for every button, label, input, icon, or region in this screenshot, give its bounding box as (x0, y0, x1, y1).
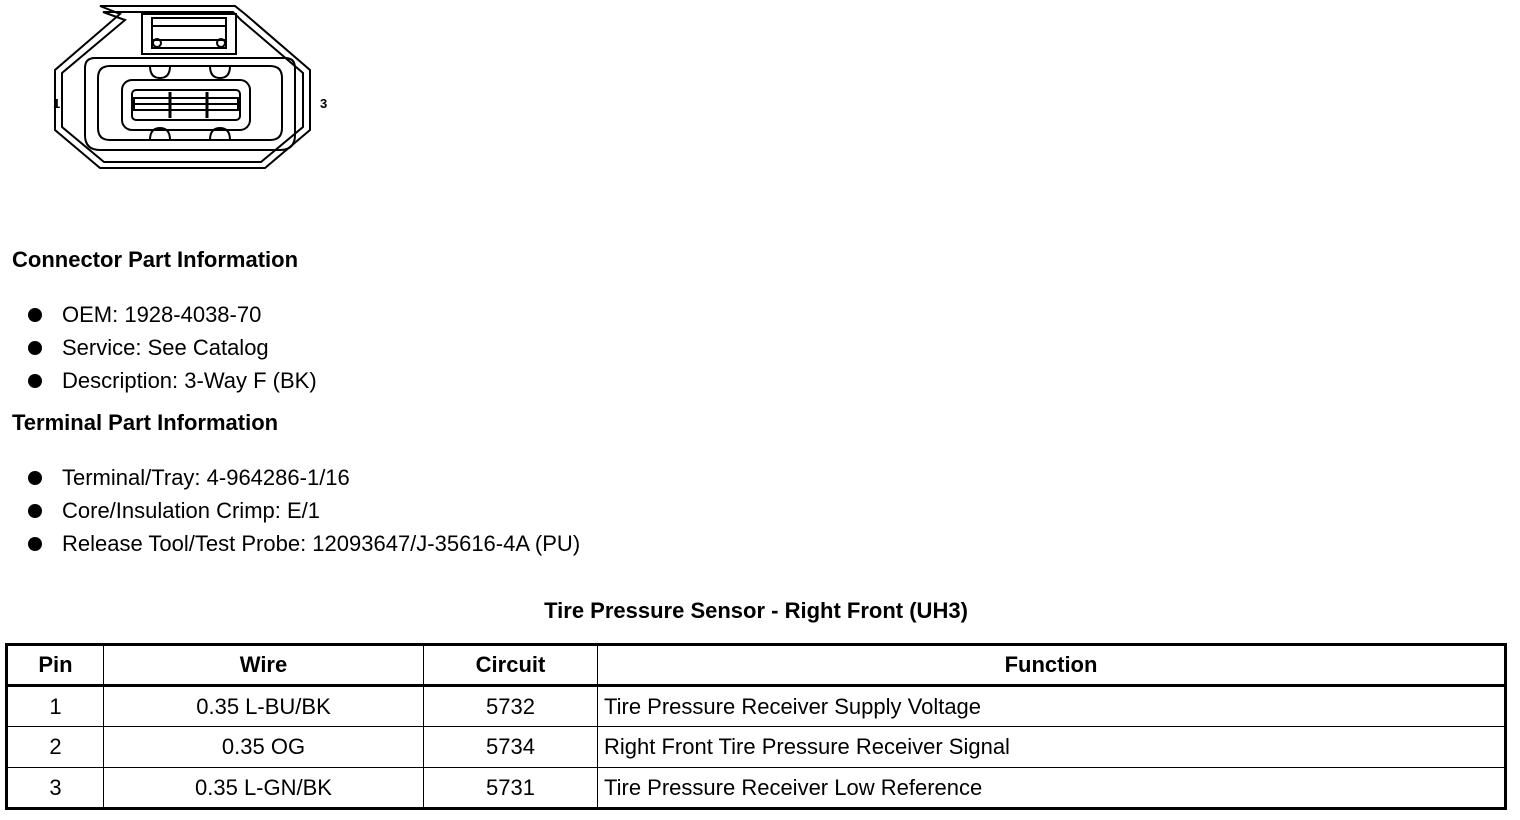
list-item (28, 298, 317, 331)
list-item (28, 461, 580, 494)
cell-wire: 0.35 OG (104, 727, 424, 768)
cell-wire: 0.35 L-BU/BK (104, 686, 424, 727)
header-wire: Wire (104, 645, 424, 686)
pinout-table (5, 643, 1507, 810)
terminal-tray-text: Terminal/Tray: 4-964286-1/16 (62, 465, 350, 490)
connector-part-info-heading: Connector Part Information (12, 247, 299, 272)
table-row (7, 686, 1506, 727)
bullet-icon (28, 374, 42, 388)
cell-circuit: 5734 (424, 727, 598, 768)
cell-wire: 0.35 L-GN/BK (104, 768, 424, 809)
bullet-icon (28, 308, 42, 322)
bullet-icon (28, 341, 42, 355)
pin-1-label: 1 (53, 96, 61, 111)
connector-end-view-drawing (40, 0, 350, 180)
list-item (28, 331, 317, 364)
crimp-text: Core/Insulation Crimp: E/1 (62, 498, 320, 523)
connector-part-info-list (28, 298, 317, 397)
bullet-icon (28, 504, 42, 518)
terminal-part-info-heading: Terminal Part Information (12, 410, 279, 435)
cell-circuit: 5732 (424, 686, 598, 727)
service-text: Service: See Catalog (62, 335, 269, 360)
cell-pin: 1 (7, 686, 104, 727)
cell-circuit: 5731 (424, 768, 598, 809)
header-pin: Pin (7, 645, 104, 686)
list-item (28, 494, 580, 527)
bullet-icon (28, 537, 42, 551)
connector-outer-housing (55, 6, 310, 168)
release-tool-text: Release Tool/Test Probe: 12093647/J-35616-4A (PU) (62, 531, 581, 556)
header-function: Function (598, 645, 1506, 686)
header-circuit: Circuit (424, 645, 598, 686)
cell-function: Tire Pressure Receiver Supply Voltage (598, 686, 1506, 727)
table-header-row (7, 645, 1506, 686)
cell-pin: 3 (7, 768, 104, 809)
cell-pin: 2 (7, 727, 104, 768)
pin-3-label: 3 (320, 96, 328, 111)
description-text: Description: 3-Way F (BK) (62, 368, 317, 393)
oem-text: OEM: 1928-4038-70 (62, 302, 262, 327)
cell-function: Right Front Tire Pressure Receiver Signal (598, 727, 1506, 768)
cell-function: Tire Pressure Receiver Low Reference (598, 768, 1506, 809)
table-row (7, 727, 1506, 768)
table-row (7, 768, 1506, 809)
table-title: Tire Pressure Sensor - Right Front (UH3) (544, 598, 968, 623)
terminal-part-info-list (28, 461, 580, 560)
bullet-icon (28, 471, 42, 485)
list-item (28, 364, 317, 397)
list-item (28, 527, 580, 560)
